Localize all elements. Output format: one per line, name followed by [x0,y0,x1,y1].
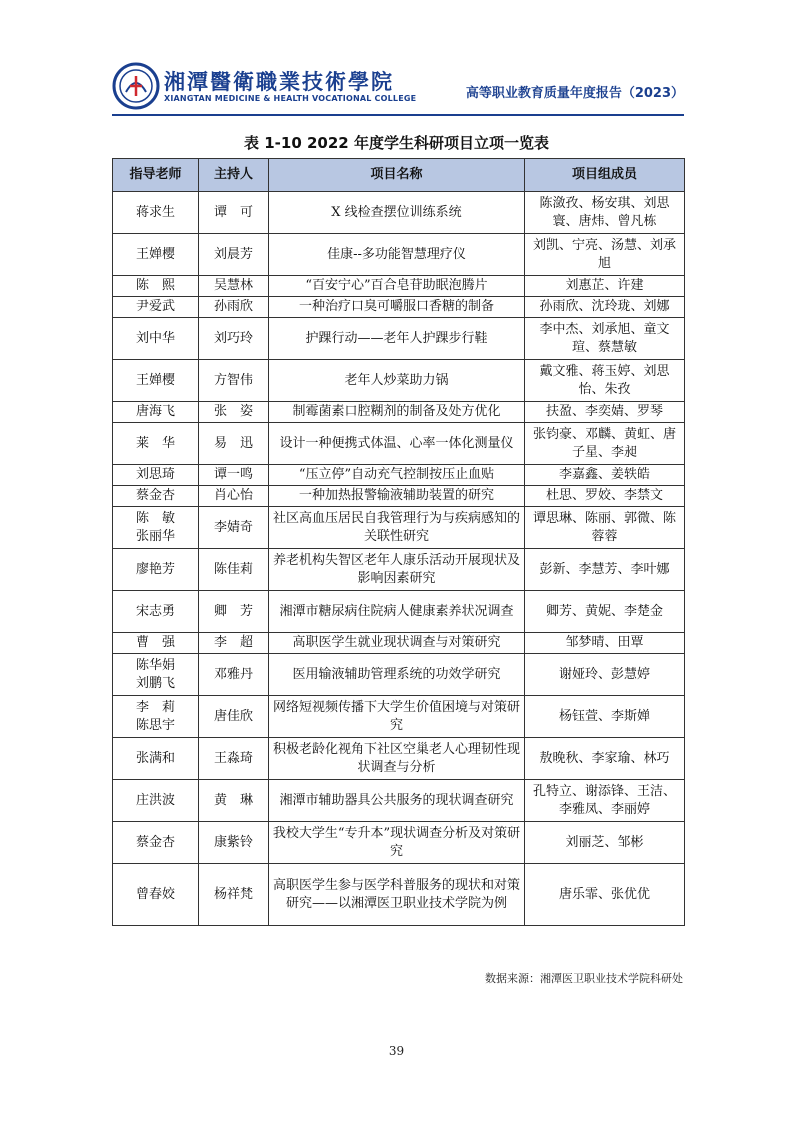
school-name-en: XIANGTAN MEDICINE & HEALTH VOCATIONAL COLLEGE [164,94,417,103]
project-name-cell: 医用输液辅助管理系统的功效学研究 [269,654,525,696]
header-divider [112,114,684,116]
advisor-cell: 李 莉 陈思宇 [113,696,199,738]
advisor-cell: 张满和 [113,738,199,780]
project-name-cell: 社区高血压居民自我管理行为与疾病感知的关联性研究 [269,507,525,549]
column-header-project-name: 项目名称 [269,159,525,192]
table-row [113,234,685,276]
table-row [113,822,685,864]
host-cell: 王淼琦 [199,738,269,780]
table-row [113,297,685,318]
advisor-cell: 蔡金杏 [113,822,199,864]
host-cell: 肖心怡 [199,486,269,507]
table-header-row [113,159,685,192]
table-row [113,591,685,633]
members-cell: 张钧豪、邓麟、黄虹、唐子星、李昶 [525,423,685,465]
column-header-host: 主持人 [199,159,269,192]
project-name-cell: “百安宁心”百合皂苷助眠泡腾片 [269,276,525,297]
members-cell: 彭新、李慧芳、李叶娜 [525,549,685,591]
table-row [113,507,685,549]
advisor-cell: 廖艳芳 [113,549,199,591]
advisor-cell: 陈华娟 刘鹏飞 [113,654,199,696]
advisor-cell: 蔡金杏 [113,486,199,507]
members-cell: 陈潋孜、杨安琪、刘思寰、唐炜、曾凡栋 [525,192,685,234]
host-cell: 杨祥梵 [199,864,269,926]
school-logo-icon [112,62,160,110]
members-cell: 刘惠芷、许建 [525,276,685,297]
advisor-cell: 王婵樱 [113,360,199,402]
project-name-cell: 我校大学生“专升本”现状调查分析及对策研究 [269,822,525,864]
advisor-cell: 王婵樱 [113,234,199,276]
project-name-cell: 一种治疗口臭可嚼服口香糖的制备 [269,297,525,318]
host-cell: 谭一鸣 [199,465,269,486]
table-row [113,402,685,423]
advisor-cell: 陈 熙 [113,276,199,297]
host-cell: 康紫铃 [199,822,269,864]
projects-table [112,158,685,926]
host-cell: 刘巧玲 [199,318,269,360]
members-cell: 卿芳、黄妮、李楚金 [525,591,685,633]
table-row [113,780,685,822]
host-cell: 黄 琳 [199,780,269,822]
host-cell: 陈佳莉 [199,549,269,591]
project-name-cell: 设计一种便携式体温、心率一体化测量仪 [269,423,525,465]
advisor-cell: 唐海飞 [113,402,199,423]
members-cell: 扶盈、李奕婧、罗琴 [525,402,685,423]
table-body [113,192,685,926]
host-cell: 卿 芳 [199,591,269,633]
members-cell: 唐乐霏、张优优 [525,864,685,926]
table-row [113,633,685,654]
table-row [113,423,685,465]
advisor-cell: 尹爱武 [113,297,199,318]
members-cell: 刘凯、宁亮、汤慧、刘承旭 [525,234,685,276]
host-cell: 孙雨欣 [199,297,269,318]
project-name-cell: 网络短视频传播下大学生价值困境与对策研究 [269,696,525,738]
table-title: 表 1-10 2022 年度学生科研项目立项一览表 [244,134,549,152]
table-row [113,864,685,926]
project-name-cell: 高职医学生参与医学科普服务的现状和对策研究——以湘潭医卫职业技术学院为例 [269,864,525,926]
school-name-cn: 湘潭醫衛職業技術學院 [164,69,394,94]
project-name-cell: 老年人炒菜助力锅 [269,360,525,402]
project-name-cell: 制霉菌素口腔糊剂的制备及处方优化 [269,402,525,423]
members-cell: 刘丽芝、邹彬 [525,822,685,864]
host-cell: 易 迅 [199,423,269,465]
advisor-cell: 莱 华 [113,423,199,465]
advisor-cell: 曾春姣 [113,864,199,926]
host-cell: 邓雅丹 [199,654,269,696]
host-cell: 李婧奇 [199,507,269,549]
host-cell: 谭 可 [199,192,269,234]
report-title: 高等职业教育质量年度报告（2023） [465,86,684,101]
project-name-cell: X 线检查摆位训练系统 [269,192,525,234]
project-name-cell: 高职医学生就业现状调查与对策研究 [269,633,525,654]
members-cell: 孙雨欣、沈玲珑、刘娜 [525,297,685,318]
members-cell: 谢娅玲、彭慧婷 [525,654,685,696]
advisor-cell: 蒋求生 [113,192,199,234]
table-row [113,276,685,297]
members-cell: 戴文雅、蒋玉婷、刘思怡、朱孜 [525,360,685,402]
members-cell: 孔特立、谢添锋、王洁、李雅凤、李丽婷 [525,780,685,822]
table-row [113,465,685,486]
page-number: 39 [388,1044,405,1058]
host-cell: 张 姿 [199,402,269,423]
table-row [113,192,685,234]
host-cell: 刘晨芳 [199,234,269,276]
advisor-cell: 刘中华 [113,318,199,360]
members-cell: 杨钰萱、李斯婵 [525,696,685,738]
project-name-cell: 养老机构失智区老年人康乐活动开展现状及影响因素研究 [269,549,525,591]
members-cell: 李嘉鑫、姜轶皓 [525,465,685,486]
host-cell: 方智伟 [199,360,269,402]
members-cell: 邹梦晴、田覃 [525,633,685,654]
advisor-cell: 陈 敏 张丽华 [113,507,199,549]
table-row [113,696,685,738]
host-cell: 唐佳欣 [199,696,269,738]
members-cell: 李中杰、刘承旭、童文瑄、蔡慧敏 [525,318,685,360]
advisor-cell: 庄洪波 [113,780,199,822]
project-name-cell: 一种加热报警输液辅助装置的研究 [269,486,525,507]
table-row [113,738,685,780]
project-name-cell: 佳康--多功能智慧理疗仪 [269,234,525,276]
members-cell: 敖晚秋、李家瑜、林巧 [525,738,685,780]
advisor-cell: 宋志勇 [113,591,199,633]
table-row [113,486,685,507]
project-name-cell: 湘潭市糖尿病住院病人健康素养状况调查 [269,591,525,633]
project-name-cell: “压立停”自动充气控制按压止血贴 [269,465,525,486]
members-cell: 谭思琳、陈丽、郭微、陈蓉蓉 [525,507,685,549]
page-header [112,60,684,112]
advisor-cell: 曹 强 [113,633,199,654]
table-row [113,654,685,696]
project-name-cell: 湘潭市辅助器具公共服务的现状调查研究 [269,780,525,822]
table-row [113,318,685,360]
column-header-members: 项目组成员 [525,159,685,192]
table-row [113,360,685,402]
table-row [113,549,685,591]
members-cell: 杜思、罗姣、李禁文 [525,486,685,507]
host-cell: 吴慧林 [199,276,269,297]
column-header-advisor: 指导老师 [113,159,199,192]
project-name-cell: 护踝行动——老年人护踝步行鞋 [269,318,525,360]
host-cell: 李 超 [199,633,269,654]
advisor-cell: 刘思琦 [113,465,199,486]
data-source-note: 数据来源：湘潭医卫职业技术学院科研处 [485,972,683,985]
project-name-cell: 积极老龄化视角下社区空巢老人心理韧性现状调查与分析 [269,738,525,780]
